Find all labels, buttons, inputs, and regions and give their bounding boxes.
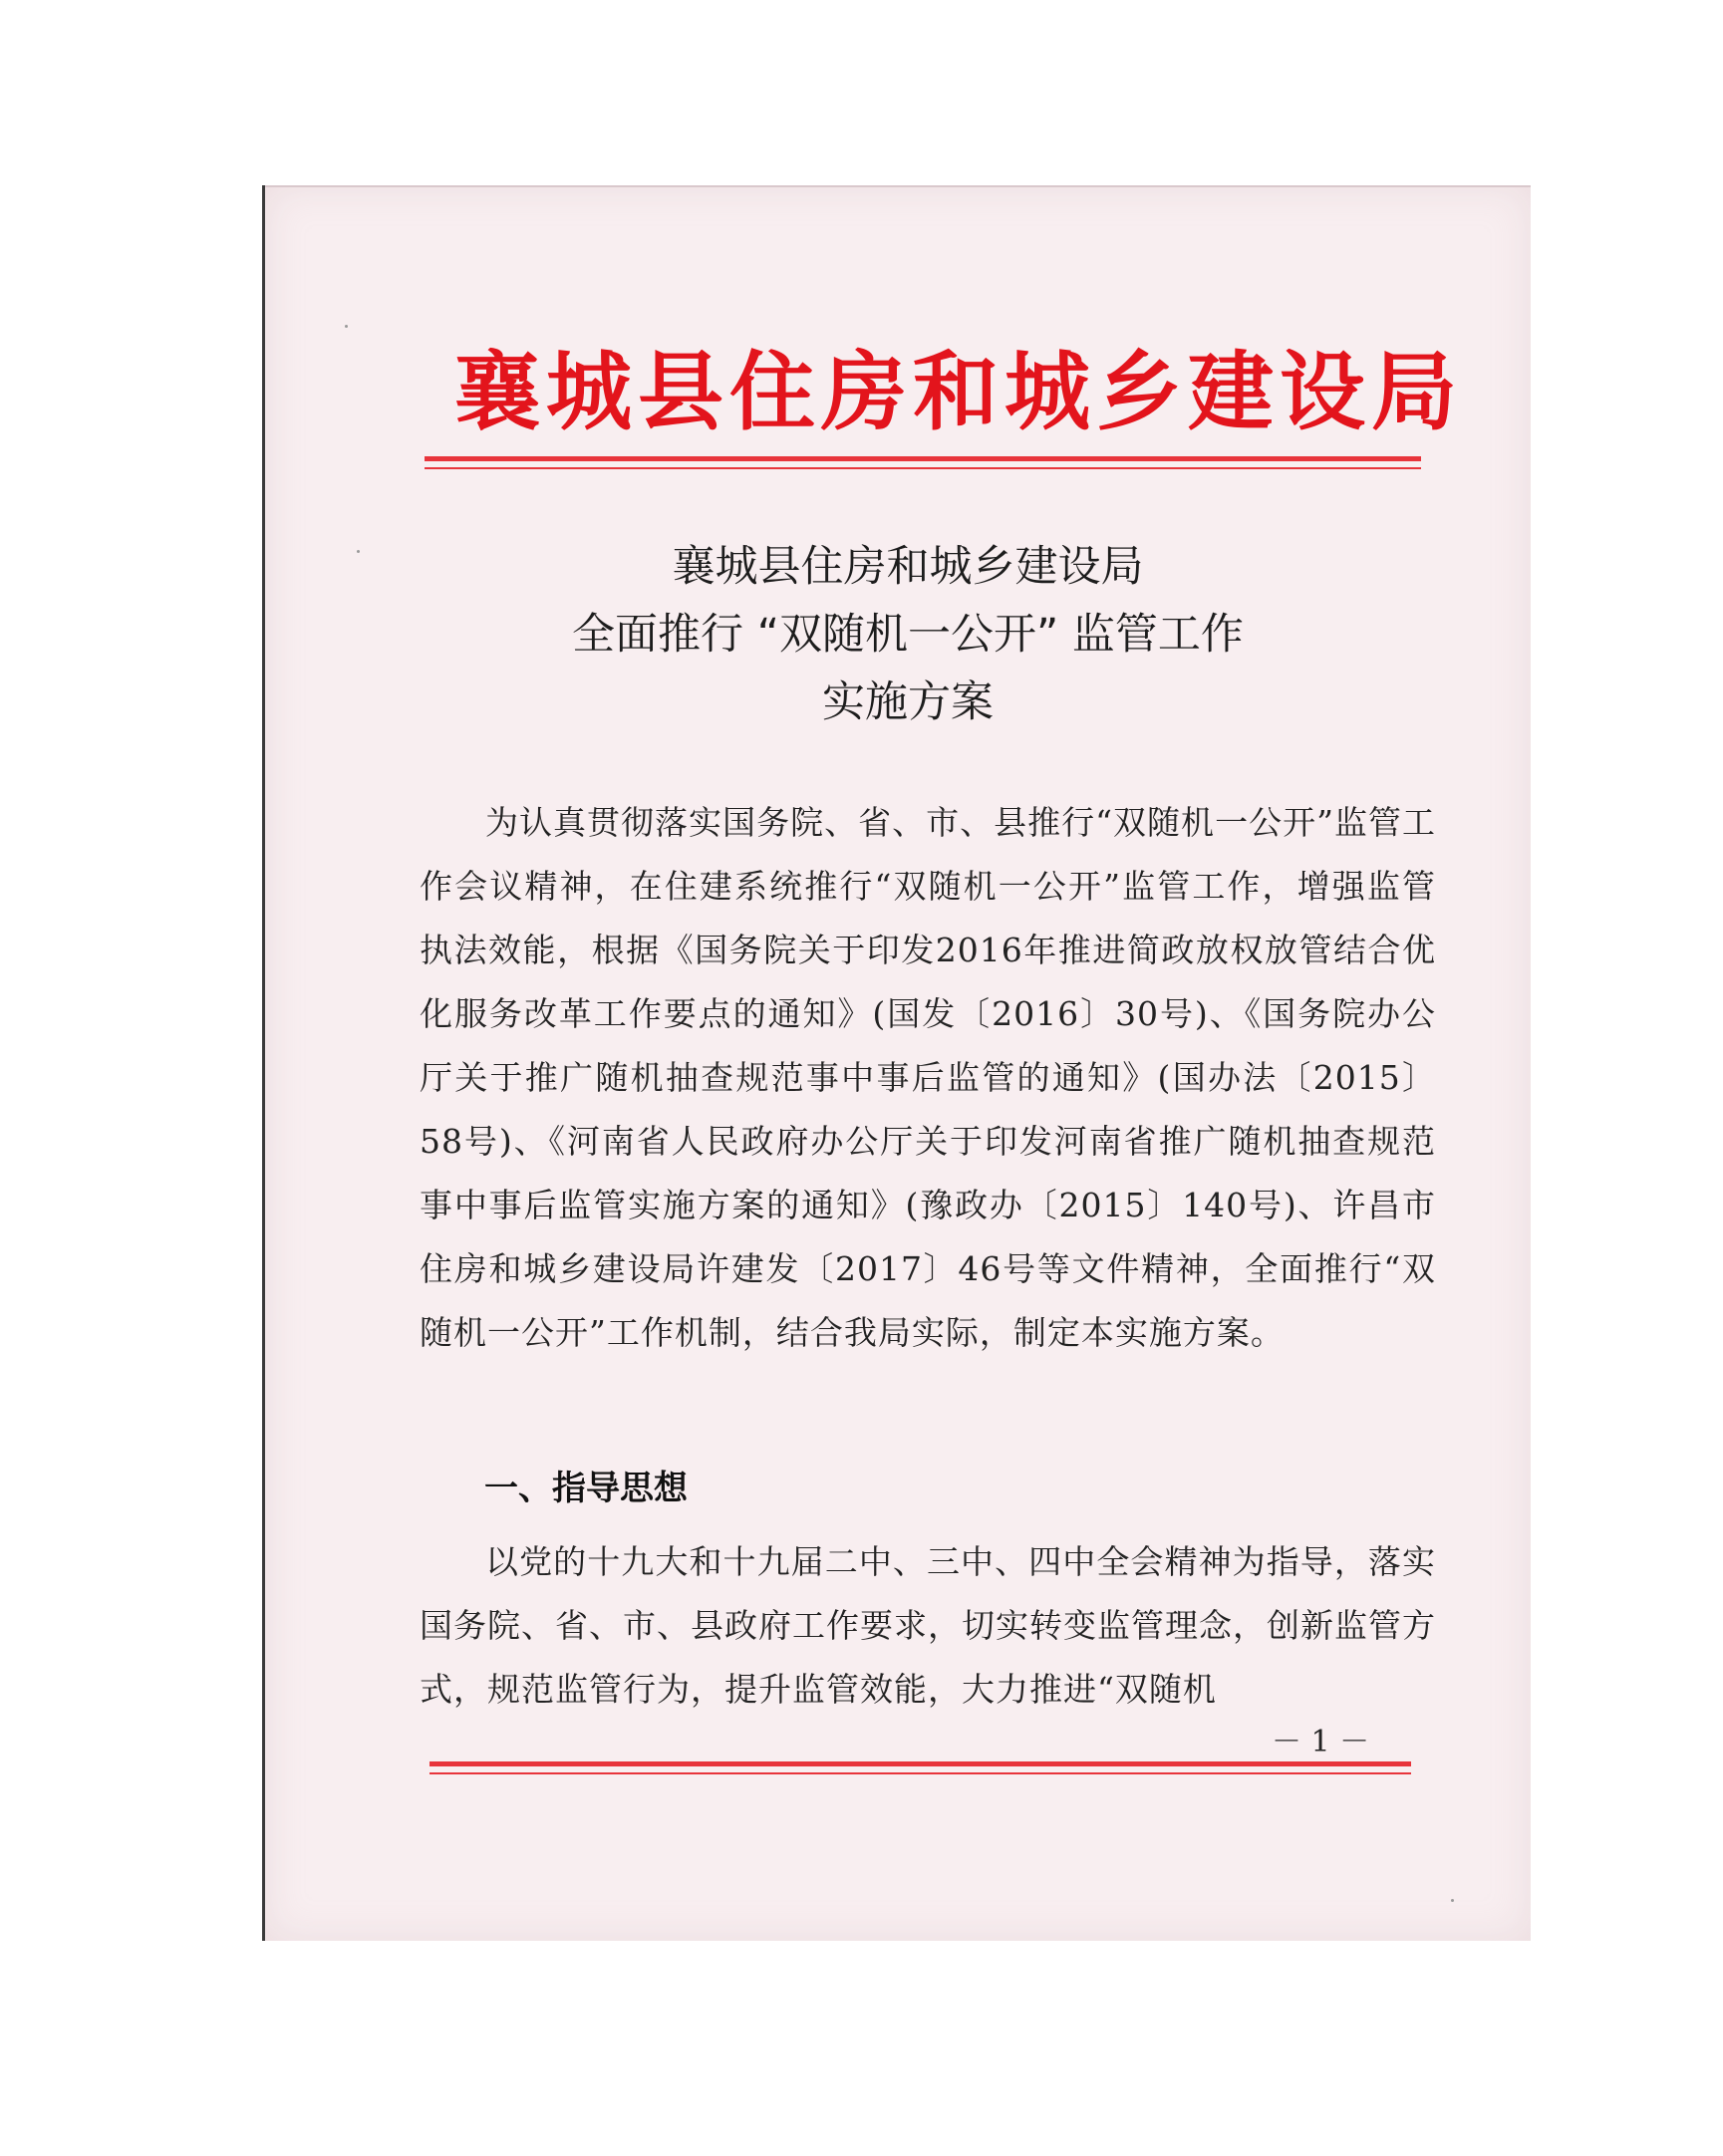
scanned-page [262,185,1531,1941]
letterhead-title: 襄城县住房和城乡建设局 [454,342,1463,442]
page-edge [265,185,1531,187]
footer-rule-thick [430,1761,1411,1766]
body-paragraph-intro: 为认真贯彻落实国务院、省、市、县推行“双随机一公开”监管工作会议精神，在住建系统推行“双随机一公开”监管工作，增强监管执法效能，根据《国务院关于印发2016年推进简政放权放管结合优化服务改革工作要点的通知》(国发〔2016〕30号)、《国务院办公厅关于推广随机抽查规范事中事后监管的通知》(国办法〔2015〕58号)、《河南省人民政府办公厅关于印发河南省推广随机抽查规范事中事后监管实施方案的通知》(豫政办〔2015〕140号)、许昌市住房和城乡建设局许建发〔2017〕46号等文件精神，全面推行“双随机一公开”工作机制，结合我局实际，制定本实施方案。 [420,803,1436,1352]
scan-speck [345,325,348,328]
scan-speck [1451,1899,1454,1902]
document-title-line-3: 实施方案 [822,677,994,727]
letterhead-rule-thick [425,456,1421,461]
document-title-line-1: 襄城县住房和城乡建设局 [672,542,1144,592]
section-heading-guiding-ideology: 一、指导思想 [484,1469,688,1508]
body-paragraph-guiding-ideology: 以党的十九大和十九届二中、三中、四中全会精神为指导，落实国务院、省、市、县政府工作要求，切实转变监管理念，创新监管方式，规范监管行为，提升监管效能，大力推进“双随机 [420,1542,1436,1709]
page-number: － 1 － [1272,1725,1370,1759]
document-title-line-2: 全面推行 “双随机一公开” 监管工作 [572,610,1244,660]
footer-rule-thin [430,1772,1411,1774]
letterhead-rule-thin [425,467,1421,469]
scan-speck [357,550,360,553]
